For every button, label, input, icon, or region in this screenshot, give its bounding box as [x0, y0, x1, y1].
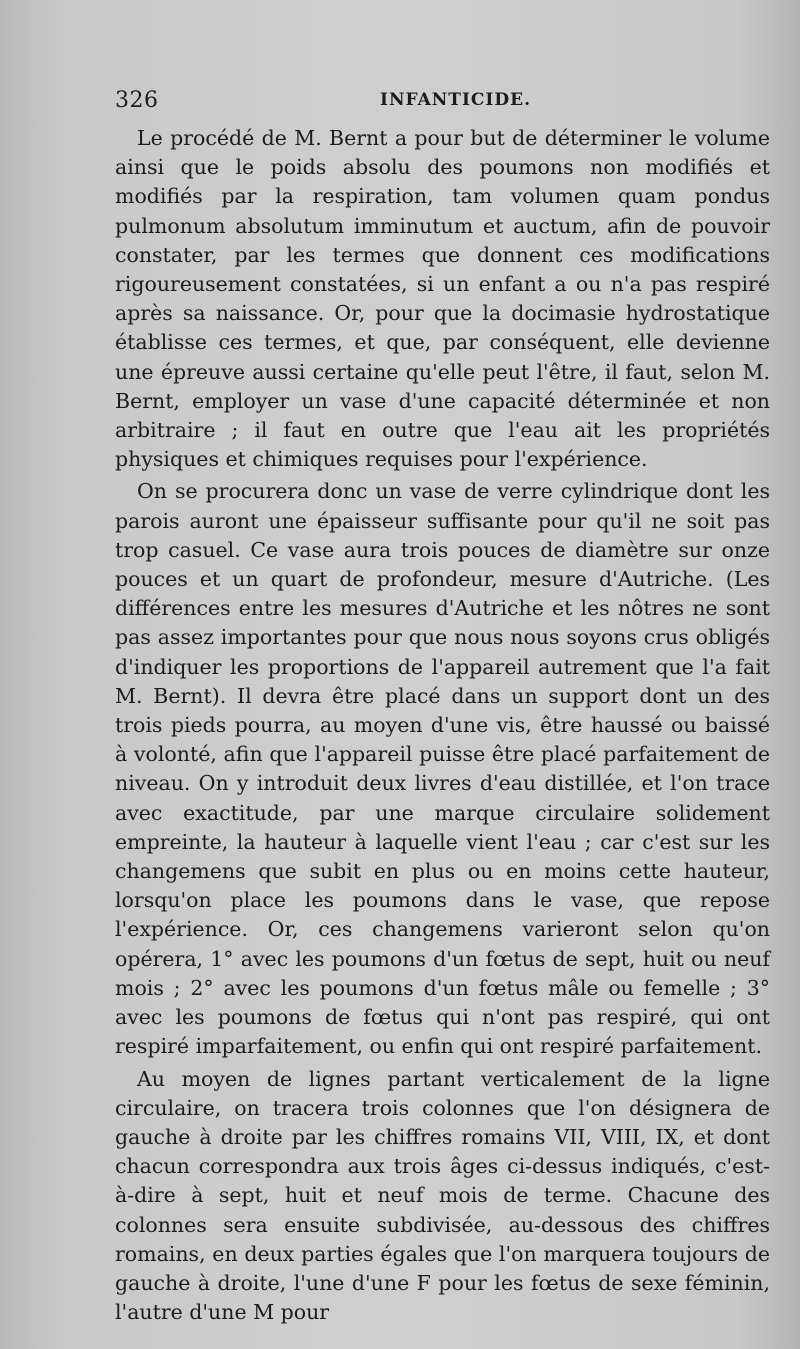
page-header: [115, 88, 770, 118]
running-head: INFANTICIDE.: [380, 90, 531, 110]
paragraph-2: On se procurera donc un vase de verre cylindrique dont les parois auront une épaisseur suffisante pour qu'il ne soit pas trop casuel. Ce vase aura trois pouces de diamètre sur onze pouces et un quart de profondeur, mesure d'Autriche. (Les différences entre les mesures d'Autriche et les nôtres ne sont pas assez importantes pour que nous nous soyons crus obligés d'indiquer les proportions de l'appareil autrement que l'a fait M. Bernt). Il devra être placé dans un support dont un des trois pieds pourra, au moyen d'une vis, être haussé ou baissé à volonté, afin que l'appareil puisse être placé parfaitement de niveau. On y introduit deux livres d'eau distillée, et l'on trace avec exactitude, par une marque circulaire solidement empreinte, la hauteur à laquelle vient l'eau ; car c'est sur les changemens que subit en plus ou en moins cette hauteur, lorsqu'on place les poumons dans le vase, que repose l'expérience. Or, ces changemens varieront selon qu'on opérera, 1° avec les poumons d'un fœtus de sept, huit ou neuf mois ; 2° avec les poumons d'un fœtus mâle ou femelle ; 3° avec les poumons de fœtus qui n'ont pas respiré, qui ont respiré imparfaitement, ou enfin qui ont respiré parfaitement.: [115, 479, 770, 1059]
paragraph-3: Au moyen de lignes partant verticalement de la ligne circulaire, on tracera trois colonnes que l'on désignera de gauche à droite par les chiffres romains VII, VIII, IX, et dont chacun correspondra aux trois âges ci-dessus indiqués, c'est-à-dire à sept, huit et neuf mois de terme. Chacune des colonnes sera ensuite subdivisée, au-dessous des chiffres romains, en deux parties égales que l'on marquera toujours de gauche à droite, l'une d'une F pour les fœtus de sexe féminin, l'autre d'une M pour: [115, 1066, 770, 1325]
body-text: [115, 124, 770, 1330]
paragraph-1: Le procédé de M. Bernt a pour but de déterminer le volume ainsi que le poids absolu des poumons non modifiés et modifiés par la respiration, tam volumen quam pondus pulmonum absolutum imminutum et auctum, afin de pouvoir constater, par les termes que donnent ces modifications rigoureusement constatées, si un enfant a ou n'a pas respiré après sa naissance. Or, pour que la docimasie hydrostatique établisse ces termes, et que, par conséquent, elle devienne une épreuve aussi certaine qu'elle peut l'être, il faut, selon M. Bernt, employer un vase d'une capacité déterminée et non arbitraire ; il faut en outre que l'eau ait les propriétés physiques et chimiques requises pour l'expérience.: [115, 126, 770, 472]
page-number: 326: [115, 88, 159, 113]
